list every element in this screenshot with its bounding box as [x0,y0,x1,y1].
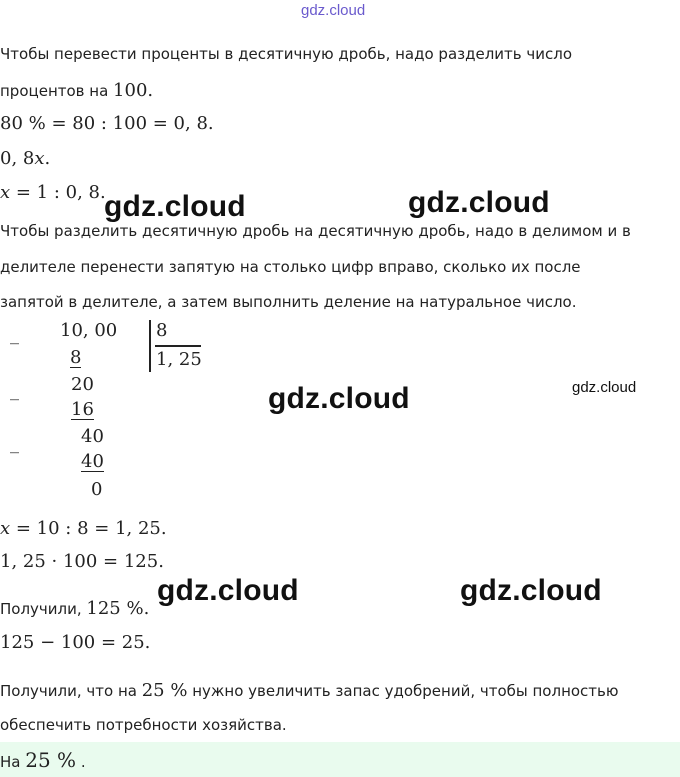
math-number: 125 %. [86,598,150,619]
answer-punct: . [76,753,86,771]
watermark: gdz.cloud [460,574,602,607]
dividend: 10, 00 [60,320,118,341]
final-remainder: 0 [91,479,103,500]
watermark-small: gdz.cloud [572,379,637,396]
math-number: 100. [113,80,154,101]
divisor: 8 [156,320,168,341]
minus-sign: _ [10,380,19,401]
math-variable: x [0,518,11,539]
equation: 125 − 100 = 25. [0,632,151,653]
paragraph-line [0,80,153,101]
paragraph-line: Чтобы перевести проценты в десятичную дробь, надо разделить число [0,45,573,63]
watermark: gdz.cloud [408,186,550,219]
answer-box [0,742,680,777]
math-number: 0, 8 [0,148,35,169]
minus-sign: _ [10,324,19,345]
paragraph-line [0,598,149,619]
watermark: gdz.cloud [104,190,246,223]
paragraph-line [0,680,619,701]
answer-text: На [0,753,26,771]
subtrahend: 8 [70,347,82,368]
text-fragment: Получили, [0,600,87,618]
watermark: gdz.cloud [157,574,299,607]
equation: 80 % = 80 : 100 = 0, 8. [0,113,214,134]
paragraph-line: обеспечить потребности хозяйства. [0,716,287,734]
math-expression: = 10 : 8 = 1, 25. [10,518,167,539]
math-expression: = 1 : 0, 8. [10,182,106,203]
division-horizontal-line [155,345,201,347]
text-fragment: нужно увеличить запас удобрений, чтобы полностью [187,682,619,700]
math-variable: x [34,148,45,169]
watermark: gdz.cloud [268,382,410,415]
equation [0,182,106,203]
text-fragment: процентов на [0,82,114,100]
equation [0,518,167,539]
paragraph-line: делителе перенести запятую на столько цифр вправо, сколько их после [0,258,581,276]
answer-number: 25 % [25,748,77,772]
division-vertical-line [149,320,151,372]
paragraph-line: запятой в делителе, а затем выполнить деление на натуральное число. [0,293,577,311]
minus-sign: _ [10,433,19,454]
answer-line [0,748,86,772]
math-punct: . [44,148,51,169]
quotient: 1, 25 [156,349,202,370]
equation: 1, 25 · 100 = 125. [0,551,164,572]
remainder: 20 [71,374,94,395]
text-fragment: Получили, что на [0,682,142,700]
watermark-top: gdz.cloud [301,2,366,19]
paragraph-line: Чтобы разделить десятичную дробь на десятичную дробь, надо в делимом и в [0,222,631,240]
remainder: 40 [81,426,104,447]
math-variable: x [0,182,11,203]
subtrahend: 16 [71,399,94,420]
math-number: 25 % [141,680,188,701]
subtrahend: 40 [81,451,104,472]
equation [0,148,50,169]
